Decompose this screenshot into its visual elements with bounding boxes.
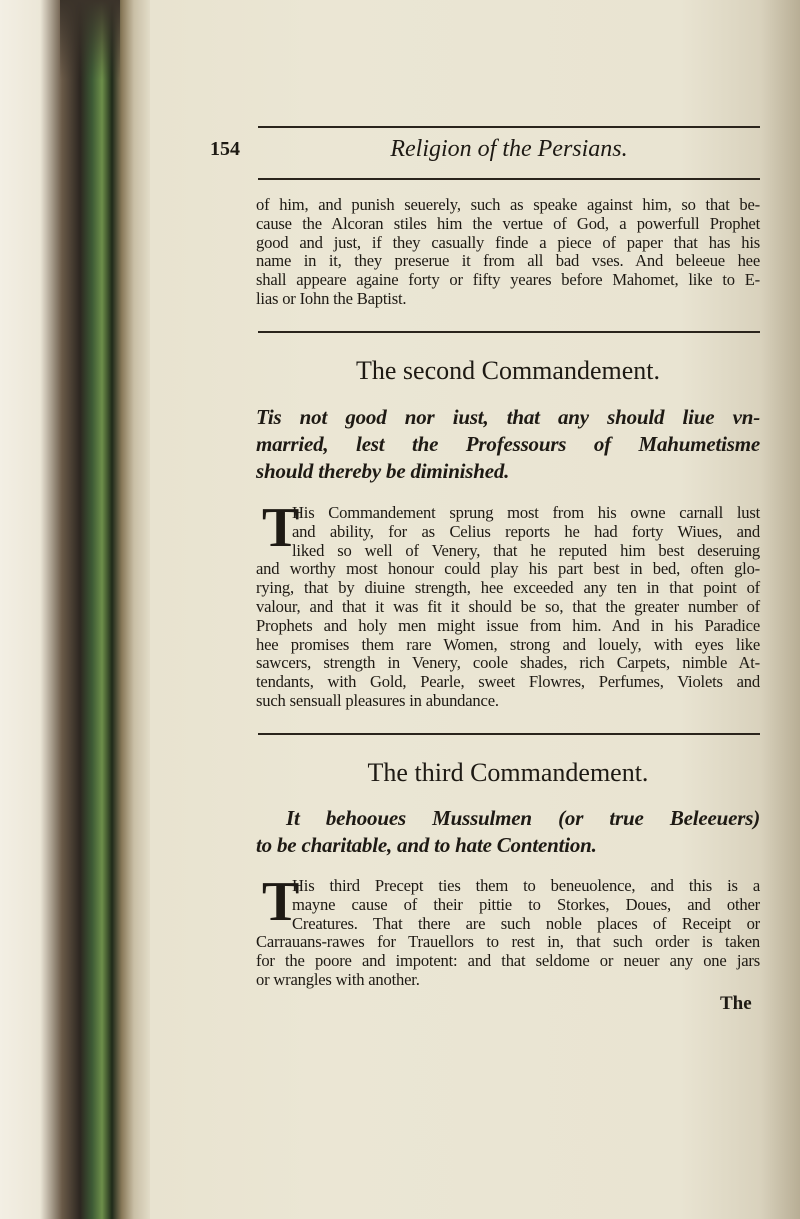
header-rule-bottom <box>258 178 760 180</box>
book-binding <box>0 0 150 1219</box>
running-header <box>210 136 760 170</box>
text-line: for the poore and impotent: and that seldome or neuer any one jars <box>256 951 760 971</box>
text-line: good and just, if they casually finde a piece of paper that has his <box>256 232 760 252</box>
text-line: mayne cause of their pittie to Storkes, Doues, and other <box>292 894 760 914</box>
text-line: valour, and that it was fit it should be so, that the greater number of <box>256 596 760 616</box>
page-number: 154 <box>210 138 240 160</box>
text-line: of him, and punish seuerely, such as speake against him, so that be- <box>256 195 760 214</box>
text-line: Creatures. That there are such noble places of Receipt or <box>292 913 760 933</box>
text-line: hee promises them rare Women, strong and louely, with eyes like <box>256 634 760 654</box>
subtitle-line: to be charitable, and to hate Contention. <box>256 833 597 857</box>
drop-cap: T <box>262 497 300 559</box>
text-line: sawcers, strength in Venery, coole shades, rich Carpets, nimble At- <box>256 653 760 673</box>
text-line: such sensuall pleasures in abundance. <box>256 690 499 710</box>
section-rule <box>258 733 760 735</box>
continuation-paragraph <box>256 196 760 309</box>
subtitle-line: It behooues Mussulmen (or true Beleeuers) <box>286 806 760 830</box>
text-line: lias or Iohn the Baptist. <box>256 288 407 308</box>
text-line: liked so well of Venery, that he reputed him best deseruing <box>292 540 760 560</box>
binding-shadow <box>60 0 120 80</box>
text-line: name in it, they preserue it from all bad vses. And beleeue hee <box>256 251 760 271</box>
text-line: and ability, for as Celius reports he had forty Wiues, and <box>292 521 760 541</box>
drop-cap: T <box>262 871 300 933</box>
second-paragraph <box>256 504 760 711</box>
text-line: His Commandement sprung most from his owne carnall lust <box>292 503 760 522</box>
text-line: rying, that by diuine strength, hee exceeded any ten in that point of <box>256 578 760 598</box>
text-line: and worthy most honour could play his part best in bed, often glo- <box>256 559 760 579</box>
header-rule-top <box>258 126 760 128</box>
subtitle-line: should thereby be diminished. <box>256 459 510 483</box>
section-rule <box>258 331 760 333</box>
text-line: shall appeare againe forty or fifty yeares before Mahomet, like to E- <box>256 270 760 290</box>
running-title: Religion of the Persians. <box>390 136 628 162</box>
section-subtitle-third <box>256 805 760 859</box>
section-title-second: The second Commandement. <box>356 356 660 385</box>
section-subtitle-second <box>256 404 760 485</box>
subtitle-line: Tis not good nor iust, that any should liue vn- <box>256 405 760 429</box>
text-line: tendants, with Gold, Pearle, sweet Flowres, Perfumes, Violets and <box>256 672 760 692</box>
section-title-third: The third Commandement. <box>367 758 649 787</box>
text-line: Prophets and holy men might issue from him. And in his Paradice <box>256 615 760 635</box>
text-line: or wrangles with another. <box>256 969 420 989</box>
subtitle-line: married, lest the Professours of Mahumetisme <box>256 432 760 456</box>
text-line: Carrauans-rawes for Trauellors to rest in, that such order is taken <box>256 932 760 952</box>
third-paragraph <box>256 877 760 990</box>
text-line: His third Precept ties them to beneuolence, and this is a <box>292 876 760 895</box>
catchword: The <box>720 993 752 1014</box>
text-line: cause the Alcoran stiles him the vertue of God, a powerfull Prophet <box>256 213 760 233</box>
